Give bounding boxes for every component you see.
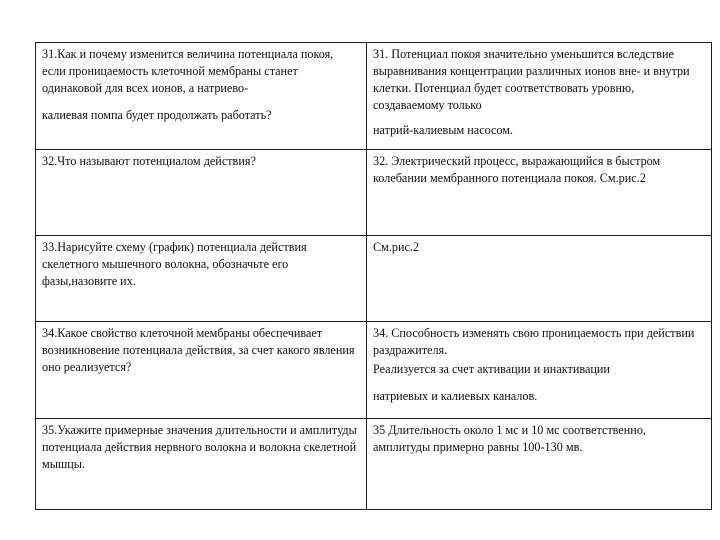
answer-cell: [367, 150, 712, 236]
question-text: 32.Что называют потенциалом действия?: [42, 154, 256, 168]
question-cell: [36, 236, 367, 322]
question-cell: [36, 419, 367, 510]
answer-text: См.рис.2: [373, 240, 420, 254]
question-cell: [36, 43, 367, 150]
qa-table: [35, 42, 712, 510]
answer-cell: [367, 419, 712, 510]
answer-cell: [367, 236, 712, 322]
answer-text: натриевых и калиевых каналов.: [373, 389, 538, 403]
question-text: 35.Укажите примерные значения длительности и амплитуды потенциала действия нервного волокна и волокна скелетной мышцы.: [42, 423, 357, 471]
table-row: [36, 236, 712, 322]
answer-cell: [367, 322, 712, 419]
question-text: 34.Какое свойство клеточной мембраны обеспечивает возникновение потенциала действия, за счет какого явления оно реализуется?: [42, 326, 355, 374]
answer-text: Реализуется за счет активации и инактивации: [373, 362, 610, 376]
answer-text: натрий-калиевым насосом.: [373, 123, 514, 137]
question-text: 33.Нарисуйте схему (график) потенциала действия скелетного мышечного волокна, обозначьте его фазы,назовите их.: [42, 240, 307, 288]
answer-cell: [367, 43, 712, 150]
question-text: 31.Как и почему изменится величина потенциала покоя, если проницаемость клеточной мембраны станет одинаковой для всех ионов, а натриево-: [42, 47, 334, 95]
table-row: [36, 43, 712, 150]
table-row: [36, 322, 712, 419]
answer-text: 32. Электрический процесс, выражающийся в быстром колебании мембранного потенциала покоя. См.рис.2: [373, 154, 661, 185]
question-cell: [36, 322, 367, 419]
answer-text: 31. Потенциал покоя значительно уменьшится вследствие выравнивания концентрации различных ионов вне- и внутри клетки. Потенциал будет соответствовать уровню, создаваемому только: [373, 47, 690, 112]
answer-text: 35 Длительность около 1 мс и 10 мс соответственно, амплитуды примерно равны 100-130 мв.: [373, 423, 646, 454]
answer-text: 34. Способность изменять свою проницаемость при действии раздражителя.: [373, 326, 695, 357]
question-cell: [36, 150, 367, 236]
question-text: калиевая помпа будет продолжать работать?: [42, 108, 272, 122]
table-row: [36, 150, 712, 236]
table-row: [36, 419, 712, 510]
